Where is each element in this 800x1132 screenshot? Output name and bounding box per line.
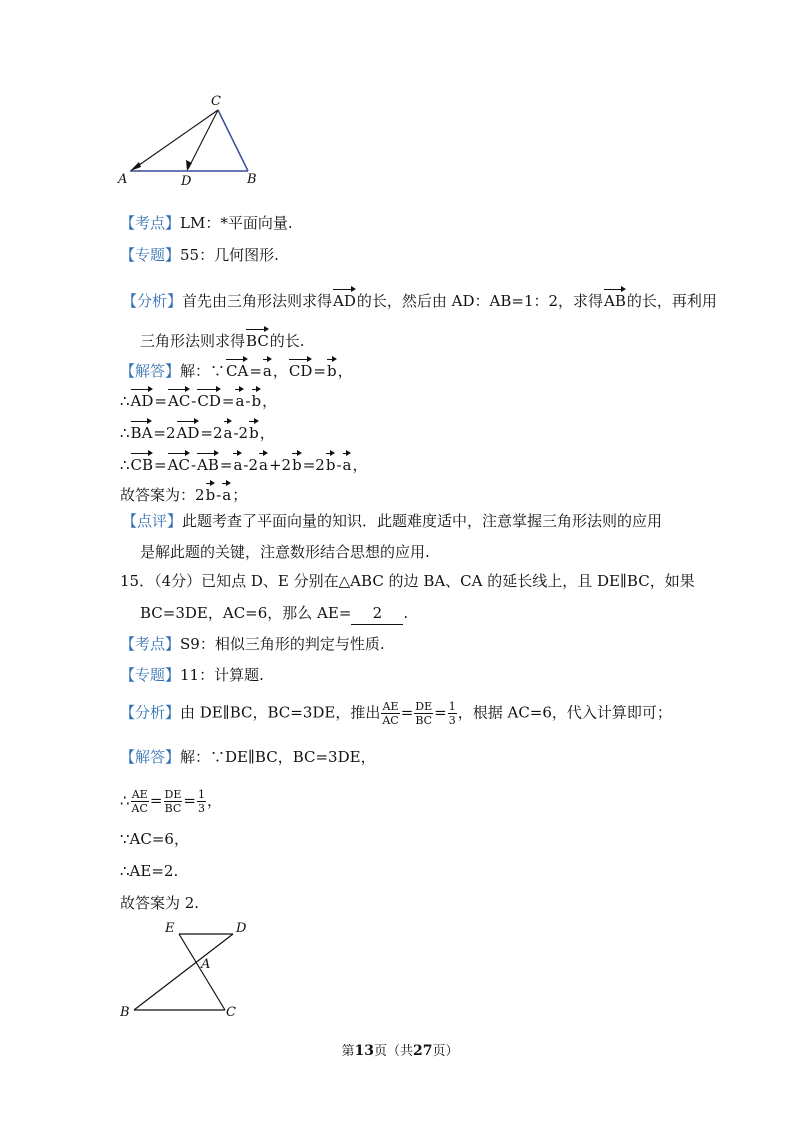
vector-a: a [233,450,242,476]
vector-a: a [224,418,233,444]
label-e: E [165,921,175,936]
operator: +2 [268,456,292,474]
vector-bc: BC [246,326,269,352]
vector-cb: CB [131,450,154,476]
similar-triangles-figure [112,916,252,1024]
vector-cd [188,110,218,169]
question-15-text: BC=3DE，AC=6，那么 AE= [140,604,352,622]
vector-ba: BA [131,418,153,444]
fraction-one-third [448,700,457,727]
arrowhead-d [186,160,192,171]
vector-b: b [327,356,337,382]
punct: ， [272,362,288,380]
operator: = [400,703,414,722]
therefore-symbol: ∴ [120,392,130,410]
operator: = [183,791,196,810]
operator: = [154,456,167,474]
jieda-line-1 [120,356,353,382]
jieda2-line-4 [120,860,178,882]
operator: - [245,392,251,410]
label-d: D [181,174,192,188]
zhuanti2-line [120,664,264,686]
fenxi-text: 的长，再利用 [626,292,717,310]
zhuanti-line [120,244,279,266]
kaodian2-tag: 【考点】 [120,635,181,653]
arrowhead-a [130,162,141,171]
fraction-de-bc [164,788,183,815]
vector-b: b [206,480,216,506]
dianping-text: 此题考查了平面向量的知识．此题难度适中，注意掌握三角形法则的应用 [182,512,663,530]
operator: = [221,392,235,410]
vector-ac: AC [168,450,190,476]
vector-b: b [249,418,259,444]
vector-ca: CA [226,356,248,382]
therefore-symbol: ∴ [120,424,130,442]
jieda-line-4 [120,450,368,476]
operator: = [434,703,447,722]
question-15-line-1 [120,570,695,592]
zhuanti-text: 55：几何图形. [180,246,279,264]
operator: -2 [233,424,249,442]
numerator: AE [382,700,399,713]
fenxi2-text: ，根据 AC=6，代入计算即可； [457,703,672,722]
numerator: AE [131,788,148,801]
jieda2-line-1 [120,746,376,768]
fenxi-text: 的长，然后由 AD：AB=1：2，求得 [356,292,604,310]
vector-ca [132,110,218,170]
vector-ac: AC [168,386,190,412]
kaodian2-line [120,633,385,655]
kaodian-text: LM：*平面向量. [180,214,293,232]
fenxi-text: 三角形法则求得 [140,332,246,350]
vector-ab: AB [604,286,626,312]
vector-a: a [343,450,352,476]
label-a: A [118,172,128,187]
vector-a: a [222,480,231,506]
label-c: C [226,1005,236,1020]
operator: =2 [302,456,325,474]
fraction-de-bc [414,700,433,727]
fenxi-tag: 【分析】 [122,292,183,310]
dianping-tag: 【点评】 [122,512,183,530]
page-footer [0,1040,800,1059]
operator: = [313,362,326,380]
question-15-line-2 [140,602,408,625]
fenxi-text: 首先由三角形法则求得 [182,292,333,310]
punct: ， [352,456,368,474]
operator: =2 [200,424,223,442]
vector-a: a [259,450,268,476]
vector-a: a [235,386,244,412]
operator: -2 [243,456,259,474]
denominator: BC [164,802,182,815]
denominator: 3 [197,802,205,815]
jieda2-text: 解：∵DE∥BC，BC=3DE， [180,748,376,766]
question-15-text: 15．（4分）已知点 D、E 分别在△ABC 的边 BA、CA 的延长线上，且 DE∥BC，如果 [120,572,695,590]
vector-b: b [326,450,336,476]
label-b: B [120,1005,130,1020]
vector-triangle-figure [110,92,270,188]
fraction-ae-ac [381,700,399,727]
jieda2-tag: 【解答】 [120,748,181,766]
denominator: AC [131,802,148,815]
fenxi2-tag: 【分析】 [120,703,181,722]
operator: - [190,456,197,474]
footer-text: 第 [341,1044,355,1059]
fenxi2-text: 由 DE∥BC，BC=3DE，推出 [180,703,381,722]
fenxi-line-2 [140,326,305,352]
punct: ， [259,424,275,442]
page-number: 13 [354,1043,374,1059]
jieda2-answer [120,892,199,914]
footer-text: 页（共 [373,1044,413,1059]
kaodian-tag: 【考点】 [120,214,181,232]
jieda2-text: 故答案为 2. [120,894,200,912]
jieda2-text: ∵AC=6， [120,830,189,848]
label-d: D [236,921,247,936]
fenxi-text: 的长. [269,332,305,350]
numerator: 1 [197,788,205,801]
jieda2-line-2 [120,788,222,815]
answer-pre: 故答案为： [120,486,196,504]
vector-cd: CD [197,386,221,412]
punct: . [403,604,409,622]
dianping-line-1 [122,510,662,532]
label-a: A [201,957,211,972]
vector-ad: AD [177,418,200,444]
numerator: 1 [448,700,456,713]
punct: ； [232,486,248,504]
jieda2-text: ∴AE=2. [120,862,179,880]
dianping-line-2 [140,541,430,563]
denominator: AC [382,714,399,727]
therefore-symbol: ∴ [120,456,130,474]
answer-blank: 2 [351,602,403,625]
operator: - [191,392,197,410]
vector-b: b [292,450,302,476]
operator: =2 [153,424,176,442]
kaodian2-text: S9：相似三角形的判定与性质. [180,635,385,653]
operator: 2 [195,486,205,504]
jieda-line-3 [120,418,275,444]
vector-ad: AD [333,286,356,312]
zhuanti-tag: 【专题】 [120,246,181,264]
zhuanti2-text: 11：计算题. [180,666,264,684]
operator: - [216,486,222,504]
punct: ， [337,362,353,380]
operator: - [336,456,342,474]
fraction-ae-ac [131,788,149,815]
vector-ad: AD [131,386,154,412]
vector-b: b [252,386,262,412]
vector-cd: CD [289,356,313,382]
operator: = [249,362,262,380]
operator: = [154,392,167,410]
label-b: B [247,172,257,187]
label-c: C [211,94,221,109]
denominator: BC [415,714,433,727]
fenxi2-line [120,700,672,727]
therefore-symbol: ∴ [120,791,130,810]
numerator: DE [164,788,182,801]
jieda-tag: 【解答】 [120,362,181,380]
footer-text: 页） [432,1044,459,1059]
answer-line [120,480,247,506]
jieda2-line-3 [120,828,189,850]
operator: = [219,456,233,474]
punct: ， [262,392,278,410]
jieda-pre: 解：∵ [180,362,226,380]
operator: = [149,791,163,810]
segment-cb [218,110,248,171]
numerator: DE [415,700,433,713]
vector-ab: AB [197,450,219,476]
fraction-one-third [197,788,206,815]
kaodian-line [120,212,293,234]
denominator: 3 [448,714,456,727]
vector-a: a [263,356,272,382]
dianping-text: 是解此题的关键，注意数形结合思想的应用. [140,543,430,561]
jieda-line-2 [120,386,277,412]
total-pages: 27 [413,1043,433,1059]
punct: ， [206,791,222,810]
fenxi-line-1 [122,286,717,312]
zhuanti2-tag: 【专题】 [120,666,181,684]
